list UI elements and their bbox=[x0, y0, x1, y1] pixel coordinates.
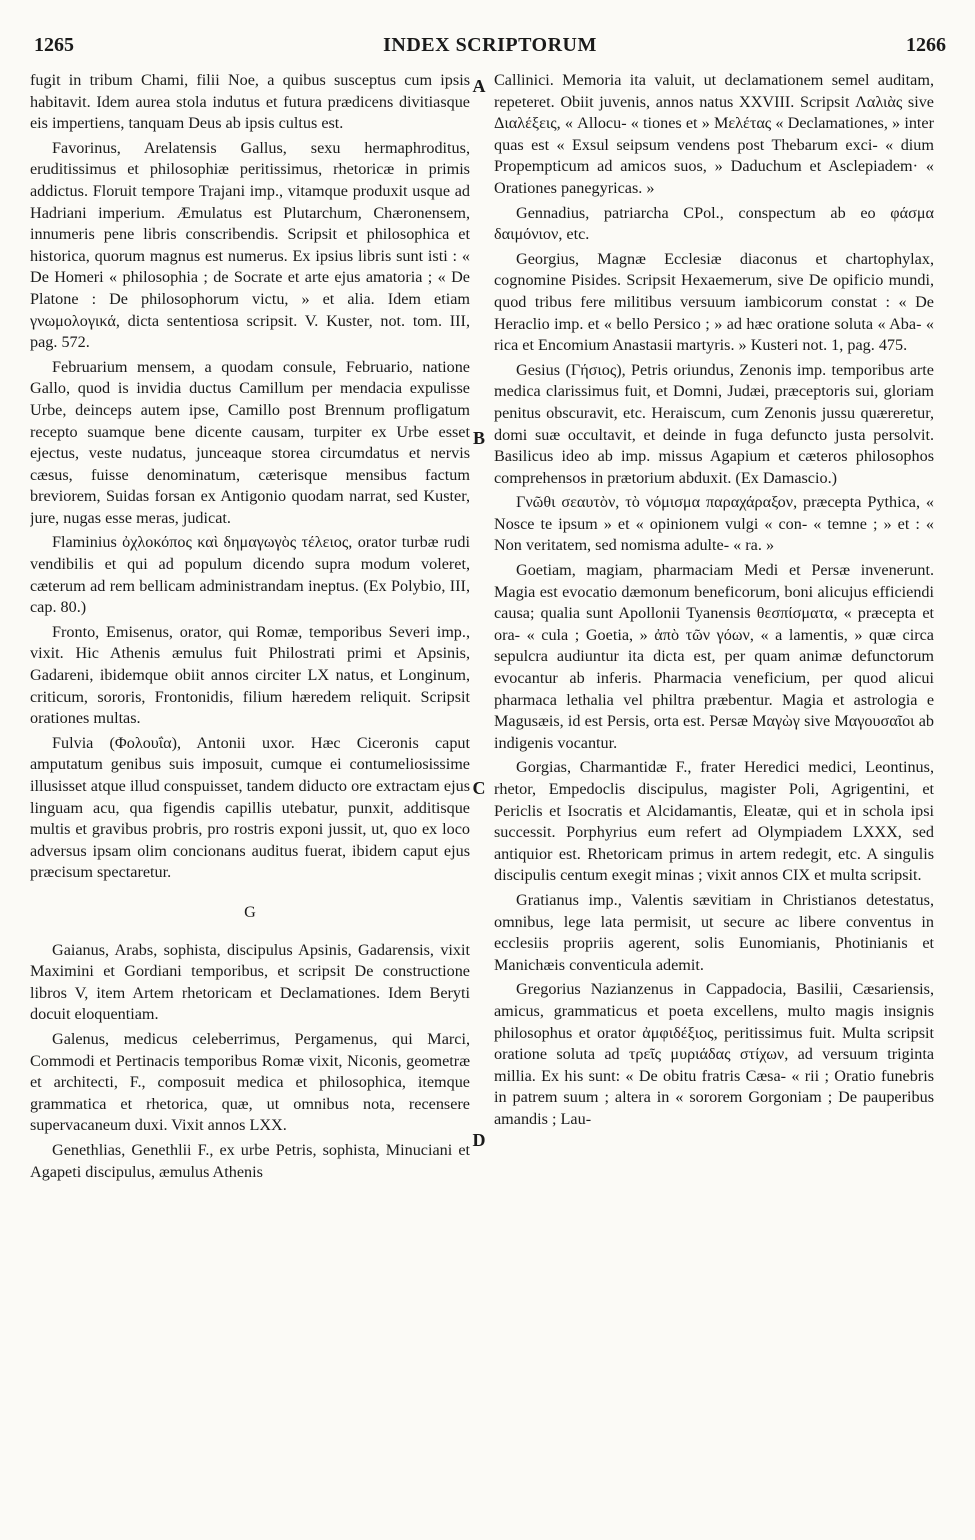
margin-marker-d: D bbox=[472, 1130, 486, 1150]
page-header bbox=[34, 34, 946, 62]
page-number-left: 1265 bbox=[34, 34, 74, 56]
paragraph: Goetiam, magiam, pharmaciam Medi et Persæ invenerunt. Magia est evocatio dæmonum beneficorum, boni alicujus efficiendi causa; qualia sunt Apollonii Tyanensis θεσπίσματα, « præcepta et ora- « cula ; Goetia, » ἀπὸ τῶν γόων, « a lamentis, » quæ circa sepulcra audiuntur ita dicta est, per quam animæ defunctorum evocantur ab inferis. Pharmacia veneficium, per quod alicui pharmaca lethalia vel philtra præbentur. Magia et astrologia e Magusæis, id est Persis, orta est. Persæ Μαγὼγ sive Μαγουσαῖοι ab indigenis vocantur. bbox=[494, 561, 934, 752]
paragraph: Februarium mensem, a quodam consule, Februario, natione Gallo, quod is invidia ductus Camillum per mendacia expulisse Urbe, deinceps autem ipse, Camillo post Brennum profligatum recepto suamque bene dicente causam, turpiter ex Urbe esset ejectus, veste nudatus, junceaque storea circumdatus et nervis cæsus, fuisse denominatum, cæterisque mensibus factum breviorem, Suidas forsan ex Antigonio quodam narrat, sed Kuster, jure, nugas esse meras, judicat. bbox=[30, 357, 470, 527]
paragraph: Favorinus, Arelatensis Gallus, sexu hermaphroditus, eruditissimus et philosophiæ peritissimus, rhetoricæ in primis addictus. Floruit tempore Trajani imp., vitamque produxit usque ad Hadriani imperium. Æmulatus est Plutarchum, Chæronensem, innumeris pene libris conscribendis. Scripsit et philosophica et historica, quorum magnus est numerus. Ex ipsius libris sunt isti : « De Homeri « philosophia ; de Socrate et arte ejus amatoria ; « De Platone : De philosophorum victu, » et alia. Idem etiam γνωμολογικά, dicta sententiosa scripsit. V. Kuster, not. tom. III, pag. 572. bbox=[30, 138, 470, 352]
paragraph: Gaianus, Arabs, sophista, discipulus Apsinis, Gadarensis, vixit Maximini et Gordiani temporibus, et scripsit De constructione libros V, item Artem rhetoricam et Declamationes. Idem Beryti docuit eloquentiam. bbox=[30, 940, 470, 1024]
left-column bbox=[30, 70, 470, 1510]
paragraph: Fulvia (Φολουΐα), Antonii uxor. Hæc Ciceronis caput amputatum genibus suis imposuit, cumque ei contumeliosissime illusisset atque illud conspuisset, tandem diducto ore extractam ejus linguam acu, qua figendis capillis utebatur, punxit, additisque multis et gravibus probris, pro rostris exponi jussit, ut, quo ex loco adversus ipsam olim concionans auditus fuerat, ibidem caput ejus præcisum spectaretur. bbox=[30, 733, 470, 882]
paragraph: Gratianus imp., Valentis sævitiam in Christianos detestatus, omnibus, lege lata permisit, ut secure ac libere conventus in ecclesiis propriis agerent, solis Eunomianis, Photinianis et Manichæis conventicula ademit. bbox=[494, 890, 934, 974]
section-letter: G bbox=[244, 902, 256, 921]
page-number-right: 1266 bbox=[906, 34, 946, 56]
paragraph: Genethlias, Genethlii F., ex urbe Petris, sophista, Minuciani et Agapeti discipulus, æmulus Athenis bbox=[30, 1140, 470, 1181]
paragraph: Γνῶθι σεαυτὸν, τὸ νόμισμα παραχάραξον, præcepta Pythica, « Nosce te ipsum » et « opinionem vulgi « con- « temne ; » et : « Non veritatem, sed nomisma adulte- « ra. » bbox=[494, 493, 934, 555]
paragraph: Fronto, Emisenus, orator, qui Romæ, temporibus Severi imp., vixit. Hic Athenis æmulus fuit Philostrati primi et Apsinis, Gadareni, ibidemque obiit annos circiter LX natus, et Longinum, criticum, sororis, Frontonidis, filium hæredem reliquit. Scripsit orationes multas. bbox=[30, 622, 470, 728]
paragraph: Gorgias, Charmantidæ F., frater Heredici medici, Leontinus, rhetor, Empedoclis discipulus, magister Poli, Agrigentini, et Periclis et Isocratis et Alcidamantis, Eleatæ, qui et in schola ipsi successit. Porphyrius eum refert ad Olympiadem LXXX, sed antiquior est. Rhetoricam primus in artem redegit, etc. A singulis discipulis centum exegit minas ; vixit annos CIX et multa scripsit. bbox=[494, 758, 934, 885]
margin-marker-c: C bbox=[472, 778, 486, 798]
paragraph: Callinici. Memoria ita valuit, ut declamationem semel auditam, repeteret. Obiit juvenis, annos natus XXVIII. Scripsit Λαλιὰς sive Διαλέξεις, « Allocu- « tiones et » Μελέτας « Declamationes, » inter quas est « Exsul seipsum vendens post Thebarum exci- « dium Propempticum ad amicos suos, » Daduchum et Asclepiadem· « Orationes panegyricas. » bbox=[494, 71, 934, 197]
paragraph: Gesius (Γήσιος), Petris oriundus, Zenonis imp. temporibus arte medica clarissimus fuit, et Domni, Judæi, præceptoris sui, gloriam penitus obscuravit, etc. Heraiscum, cum Zenonis jussu quæreretur, domi suæ occultavit, et deinde in fuga defuncto justa persolvit. Basilicus ideo ab imp. missus Agapium et cæteros philosophos comprehensos in prætorium abduxit. (Ex Damascio.) bbox=[494, 360, 934, 487]
paragraph: Gregorius Nazianzenus in Cappadocia, Basilii, Cæsariensis, amicus, grammaticus et poeta excellens, multo magis insignis philosophus et orator ἀμφιδέξιος, peritissimus fuit. Multa scripsit oratione soluta ad τρεῖς μυριάδας στίχων, ad versuum triginta millia. Ex his sunt: « De obitu fratris Cæsa- « rii ; Oratio funebris in patrem suum ; altera in « sororem Gorgoniam ; De pauperibus amandis ; Lau- bbox=[494, 980, 934, 1128]
paragraph: Georgius, Magnæ Ecclesiæ diaconus et chartophylax, cognomine Pisides. Scripsit Hexaemerum, sive De opificio mundi, quod tribus fere militibus versuum iambicorum constat : « De Heraclio imp. et « bello Persico ; » ad hæc oratione soluta « Aba- « rica et Encomium Anastasii martyris. » Kusteri not. 1, pag. 475. bbox=[494, 249, 934, 355]
margin-marker-b: B bbox=[472, 428, 485, 448]
paragraph: fugit in tribum Chami, filii Noe, a quibus susceptus cum ipsis habitavit. Idem aurea stola indutus et futura prædicens divitiasque eis impertiens, tanquam Deus ab ipsis cultus est. bbox=[30, 71, 470, 133]
paragraph: Gennadius, patriarcha CPol., conspectum ab eo φάσμα δαιμόνιον, etc. bbox=[494, 203, 934, 244]
running-title: INDEX SCRIPTORUM bbox=[383, 34, 597, 56]
right-column bbox=[494, 70, 934, 1510]
paragraph: Flaminius ὀχλοκόπος καὶ δημαγωγὸς τέλειος, orator turbæ rudi vendibilis et qui ad populum dicendo supra modum voleret, cæterum ad rem bellicam administrandam ineptus. (Ex Polybio, III, cap. 80.) bbox=[30, 533, 470, 617]
margin-marker-a: A bbox=[472, 76, 486, 96]
paragraph: Galenus, medicus celeberrimus, Pergamenus, qui Marci, Commodi et Pertinacis temporibus Romæ vixit, Niconis, geometræ et architecti, F., composuit medica et philosophica, itemque grammatica et rhetorica, quæ, ut omnibus nota, recensere supervacaneum duxi. Vixit annos LXX. bbox=[30, 1029, 470, 1135]
